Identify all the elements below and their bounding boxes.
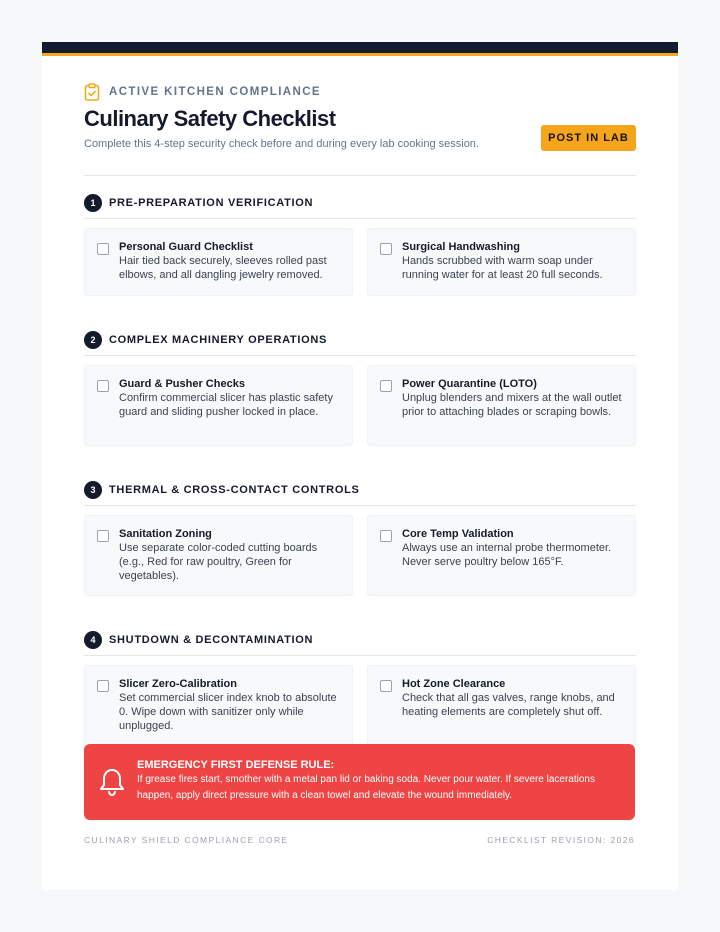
footer-left: CULINARY SHIELD COMPLIANCE CORE <box>84 835 289 845</box>
item-description: Unplug blenders and mixers at the wall outlet prior to attaching blades or scraping bowls. <box>402 392 622 418</box>
checklist-item[interactable] <box>367 665 636 746</box>
section-number-badge: 1 <box>84 194 102 212</box>
section-header <box>84 193 636 213</box>
checkbox[interactable] <box>97 680 109 692</box>
section-title: SHUTDOWN & DECONTAMINATION <box>109 634 314 646</box>
item-title: Personal Guard Checklist <box>119 241 253 253</box>
checkbox[interactable] <box>380 680 392 692</box>
item-description: Set commercial slicer index knob to absolute 0. Wipe down with sanitizer only while unplugged. <box>119 692 337 732</box>
kicker-label: ACTIVE KITCHEN COMPLIANCE <box>109 86 321 98</box>
section-number-badge: 2 <box>84 331 102 349</box>
kicker-row <box>84 82 636 102</box>
header <box>84 102 636 172</box>
item-description: Use separate color-coded cutting boards (e.g., Red for raw poultry, Green for vegetables). <box>119 542 318 582</box>
checklist-item[interactable] <box>84 365 353 446</box>
checklist-item[interactable] <box>367 515 636 596</box>
section-divider <box>84 218 636 219</box>
item-title: Hot Zone Clearance <box>402 678 506 690</box>
item-title: Sanitation Zoning <box>119 528 212 540</box>
section-number-badge: 4 <box>84 631 102 649</box>
footer-right: CHECKLIST REVISION: 2026 <box>487 835 635 845</box>
section-title: COMPLEX MACHINERY OPERATIONS <box>109 334 328 346</box>
item-description: Hands scrubbed with warm soap under running water for at least 20 full seconds. <box>402 255 603 281</box>
checkbox[interactable] <box>97 380 109 392</box>
section-header <box>84 480 636 500</box>
checklist-item[interactable] <box>84 228 353 296</box>
checkbox[interactable] <box>97 530 109 542</box>
item-title: Slicer Zero-Calibration <box>119 678 237 690</box>
section-divider <box>84 355 636 356</box>
checklist-item[interactable] <box>84 515 353 596</box>
checklist-item[interactable] <box>84 665 353 746</box>
emergency-alert <box>84 744 635 820</box>
section-divider <box>84 505 636 506</box>
emergency-text: If grease fires start, smother with a metal pan lid or baking soda. Never pour water. If severe lacerations happen, apply direct pressure with a clean towel and elevate the wound immediately. <box>137 774 595 801</box>
page-subtitle: Complete this 4-step security check before and during every lab cooking session. <box>84 138 479 150</box>
page-title: Culinary Safety Checklist <box>84 106 336 131</box>
section-divider <box>84 655 636 656</box>
checkbox[interactable] <box>380 380 392 392</box>
item-description: Always use an internal probe thermometer. Never serve poultry below 165°F. <box>402 542 612 568</box>
section-machinery <box>84 330 636 446</box>
item-title: Surgical Handwashing <box>402 241 520 253</box>
checklist-item[interactable] <box>367 228 636 296</box>
checkbox[interactable] <box>380 243 392 255</box>
checkbox[interactable] <box>380 530 392 542</box>
item-description: Check that all gas valves, range knobs, and heating elements are completely shut off. <box>402 692 615 718</box>
section-shutdown <box>84 630 636 746</box>
top-banner <box>42 42 678 56</box>
section-header <box>84 330 636 350</box>
item-title: Guard & Pusher Checks <box>119 378 245 390</box>
item-description: Hair tied back securely, sleeves rolled past elbows, and all dangling jewelry removed. <box>119 255 327 281</box>
header-divider <box>84 175 636 176</box>
footer <box>84 835 635 845</box>
item-description: Confirm commercial slicer has plastic safety guard and sliding pusher locked in place. <box>119 392 333 418</box>
section-number-badge: 3 <box>84 481 102 499</box>
section-title: THERMAL & CROSS-CONTACT CONTROLS <box>109 484 360 496</box>
section-thermal <box>84 480 636 596</box>
section-pre-preparation <box>84 193 636 296</box>
post-in-lab-button[interactable]: POST IN LAB <box>541 125 636 151</box>
checkbox[interactable] <box>97 243 109 255</box>
bell-icon <box>98 767 126 797</box>
checklist-item[interactable] <box>367 365 636 446</box>
item-title: Power Quarantine (LOTO) <box>402 378 537 390</box>
item-title: Core Temp Validation <box>402 528 514 540</box>
clipboard-check-icon <box>84 83 100 101</box>
emergency-title: EMERGENCY FIRST DEFENSE RULE: <box>137 759 335 771</box>
section-title: PRE-PREPARATION VERIFICATION <box>109 197 314 209</box>
section-header <box>84 630 636 650</box>
checklist-card <box>42 42 678 890</box>
